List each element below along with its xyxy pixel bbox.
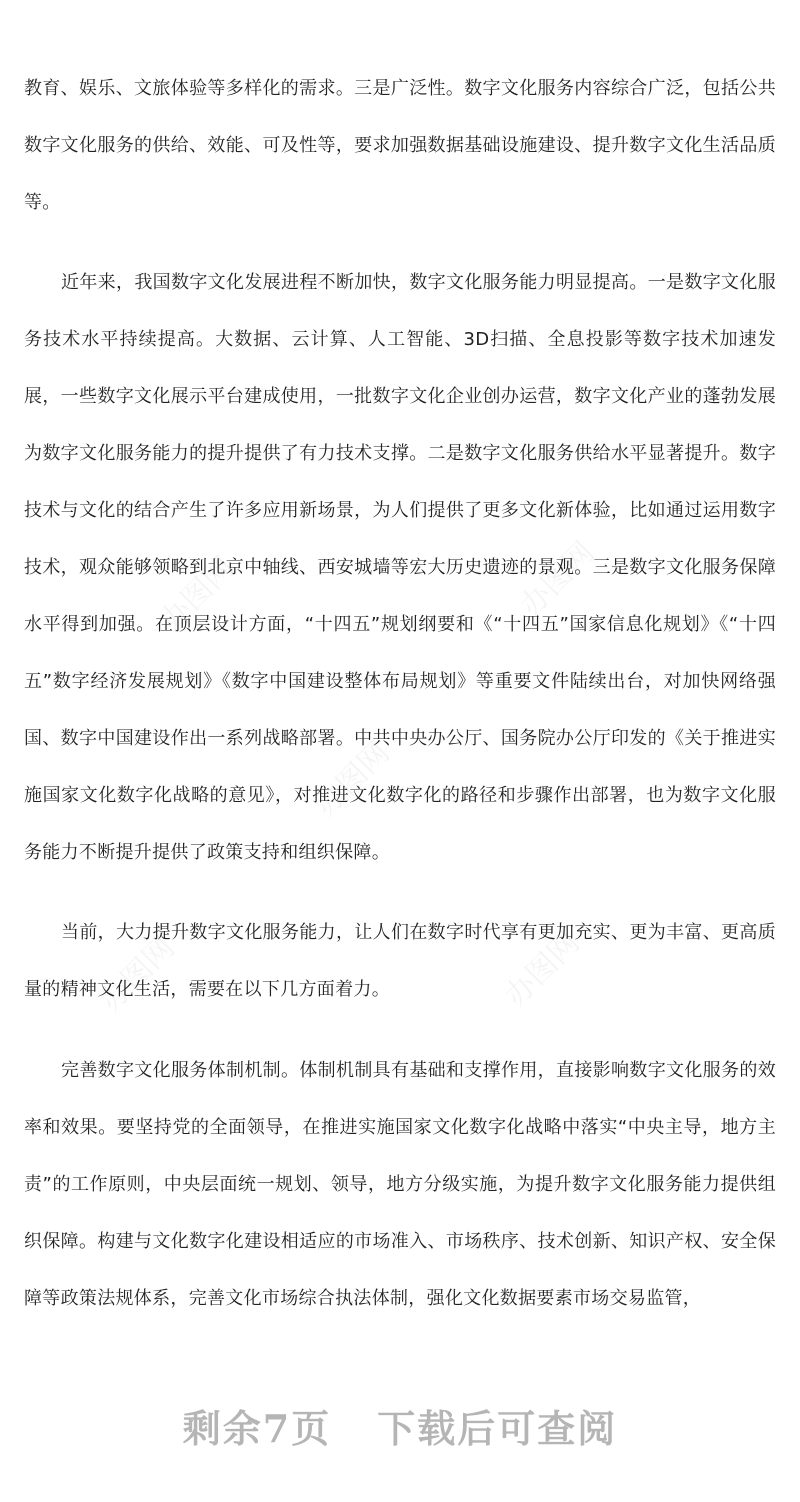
paragraph-1: 教育、娱乐、文旅体验等多样化的需求。三是广泛性。数字文化服务内容综合广泛，包括公共数字文化服务的供给、效能、可及性等，要求加强数据基础设施建设、提升数字文化生活品质等。 [24, 78, 776, 213]
download-to-view-label: 下载后可查阅 [377, 1406, 618, 1451]
paragraph-3: 当前，大力提升数字文化服务能力，让人们在数字时代享有更加充实、更为丰富、更高质量的精神文化生活，需要在以下几方面着力。 [24, 922, 776, 1000]
remaining-pages-label: 剩余7页 [182, 1406, 332, 1451]
paragraph-2: 近年来，我国数字文化发展进程不断加快，数字文化服务能力明显提高。一是数字文化服务技术水平持续提高。大数据、云计算、人工智能、3D扫描、全息投影等数字技术加速发展，一些数字文化展示平台建成使用，一批数字文化企业创办运营，数字文化产业的蓬勃发展为数字文化服务能力的提升提供了有力技术支撑。二是数字文化服务供给水平显著提升。数字技术与文化的结合产生了许多应用新场景，为人们提供了更多文化新体验，比如通过运用数字技术，观众能够领略到北京中轴线、西安城墙等宏大历史遗迹的景观。三是数字文化服务保障水平得到加强。在顶层设计方面，“十四五”规划纲要和《“十四五”国家信息化规划》《“十四五”数字经济发展规划》《数字中国建设整体布局规划》等重要文件陆续出台，对加快网络强国、数字中国建设作出一系列战略部署。中共中央办公厅、国务院办公厅印发的《关于推进实施国家文化数字化战略的意见》，对推进文化数字化的路径和步骤作出部署，也为数字文化服务能力不断提升提供了政策支持和组织保障。 [24, 272, 776, 863]
paragraph-continued [24, 0, 776, 19]
paragraph-4: 完善数字文化服务体制机制。体制机制具有基础和支撑作用，直接影响数字文化服务的效率和效果。要坚持党的全面领导，在推进实施国家文化数字化战略中落实“中央主导，地方主责”的工作原则，中央层面统一规划、领导，地方分级实施，为提升数字文化服务能力提供组织保障。构建与文化数字化建设相适应的市场准入、市场秩序、技术创新、知识产权、安全保障等政策法规体系，完善文化市场综合执法体制，强化文化数据要素市场交易监管， [24, 1060, 776, 1309]
download-prompt[interactable] [0, 1398, 800, 1453]
